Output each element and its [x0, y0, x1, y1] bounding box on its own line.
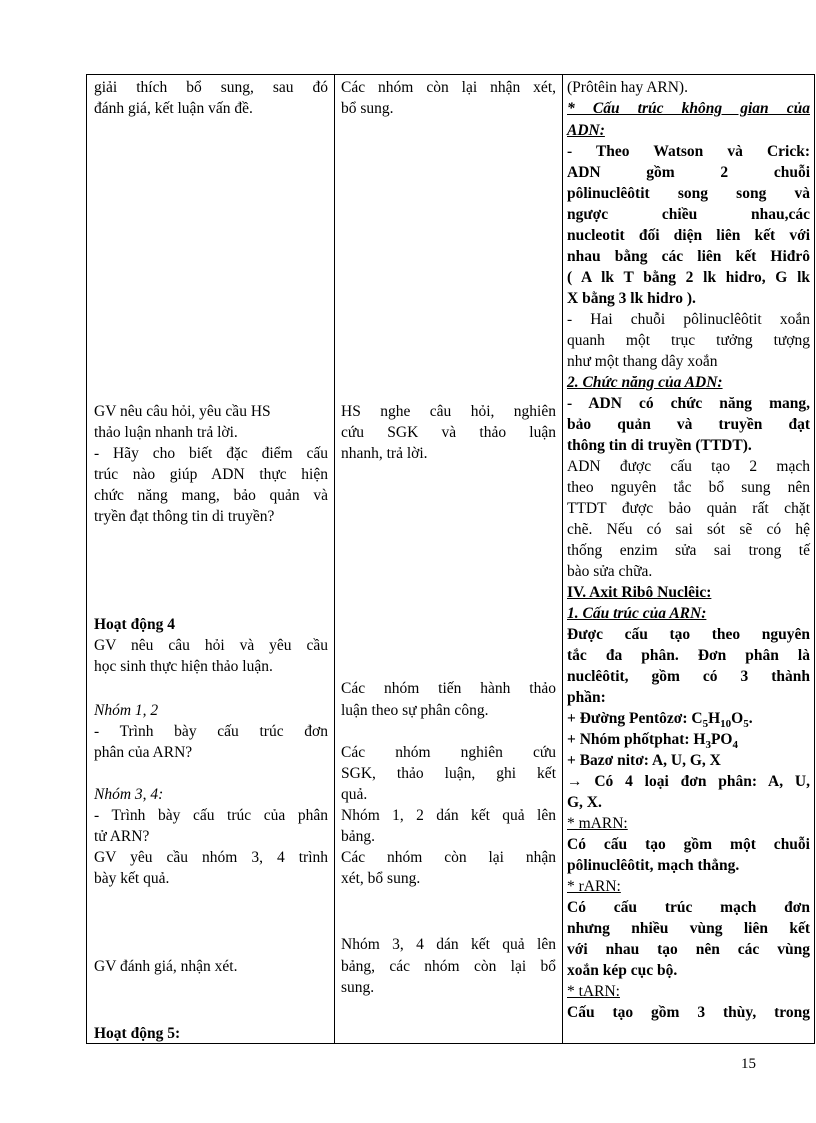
- col3-line: phần:: [567, 689, 606, 706]
- col3-line: ADN:: [567, 122, 605, 139]
- col3-line: bào sửa chữa.: [567, 563, 653, 580]
- col1-line: - Trình bày cấu trúc đơn: [94, 723, 328, 740]
- col3-line: Có cấu trúc mạch đơn: [567, 899, 810, 916]
- col2-line: bổ sung.: [341, 100, 394, 117]
- col3-line: ADN được cấu tạo 2 mạch: [567, 458, 810, 475]
- col3-line: với nhau tạo nên các vùng: [567, 941, 810, 958]
- col3-line: * Cấu trúc không gian của: [567, 100, 810, 117]
- col2-line: luận theo sự phân công.: [341, 702, 489, 719]
- col2-line: bảng, các nhóm còn lại bổ: [341, 958, 556, 975]
- col1-line: Nhóm 1, 2: [94, 702, 159, 719]
- col2-line: Nhóm 1, 2 dán kết quả lên: [341, 807, 556, 824]
- col3-line: → Có 4 loại đơn phân: A, U,: [567, 773, 810, 790]
- col2-line: Các nhóm còn lại nhận: [341, 849, 556, 866]
- col1-line: học sinh thực hiện thảo luận.: [94, 658, 273, 675]
- col3-line: nhưng nhiều vùng liên kết: [567, 920, 810, 937]
- col1-line: đánh giá, kết luận vấn đề.: [94, 100, 253, 117]
- col3-line: như một thang dây xoắn: [567, 353, 718, 370]
- col3-line: theo nguyên tắc bổ sung nên: [567, 479, 810, 496]
- col2-line: quả.: [341, 786, 368, 803]
- col2-line: HS nghe câu hỏi, nghiên: [341, 403, 556, 420]
- col2-line: nhanh, trả lời.: [341, 445, 428, 462]
- col3-line: 1. Cấu trúc của ARN:: [567, 605, 707, 622]
- col2-line: Các nhóm tiến hành thảo: [341, 680, 556, 697]
- col2-line: bảng.: [341, 828, 376, 845]
- col1-line: tryền đạt thông tin di truyền?: [94, 508, 275, 525]
- col1-line: GV đánh giá, nhận xét.: [94, 958, 238, 975]
- student-activity-column: [334, 75, 562, 1043]
- col1-line: GV nêu câu hỏi và yêu cầu: [94, 637, 328, 654]
- col1-line: Hoạt động 5:: [94, 1025, 181, 1042]
- col3-line: 2. Chức năng của ADN:: [567, 374, 723, 391]
- col3-line: ADN gồm 2 chuỗi: [567, 164, 810, 181]
- col1-line: tử ARN?: [94, 828, 150, 845]
- col2-line: SGK, thảo luận, ghi kết: [341, 765, 556, 782]
- col1-line: chức năng mang, bảo quản và: [94, 487, 328, 504]
- col3-line: quanh một trục tưởng tượng: [567, 332, 810, 349]
- col3-line: (Prôtêin hay ARN).: [567, 79, 688, 96]
- col3-line: Có cấu tạo gồm một chuỗi: [567, 836, 810, 853]
- col2-line: xét, bổ sung.: [341, 870, 421, 887]
- col1-line: GV yêu cầu nhóm 3, 4 trình: [94, 849, 328, 866]
- col3-line: xoắn kép cục bộ.: [567, 962, 678, 979]
- col3-line: pôlinuclêôtit, mạch thẳng.: [567, 857, 740, 874]
- col3-line: nuclêôtit, gồm có 3 thành: [567, 668, 810, 685]
- col3-line: tắc đa phân. Đơn phân là: [567, 647, 810, 664]
- col3-line: ngược chiều nhau,các: [567, 206, 810, 223]
- col3-line: pôlinuclêôtit song song và: [567, 185, 810, 202]
- col3-line: * mARN:: [567, 815, 628, 832]
- col3-line: * tARN:: [567, 983, 620, 1000]
- col1-line: thảo luận nhanh trả lời.: [94, 424, 238, 441]
- col3-line: X bằng 3 lk hidro ).: [567, 290, 696, 307]
- col3-line: - ADN có chức năng mang,: [567, 395, 810, 412]
- col1-line: GV nêu câu hỏi, yêu cầu HS: [94, 403, 271, 420]
- col3-line: * rARN:: [567, 878, 621, 895]
- col2-line: Nhóm 3, 4 dán kết quả lên: [341, 936, 556, 953]
- lesson-table: [86, 74, 815, 1044]
- col3-line: G, X.: [567, 794, 602, 811]
- col1-line: Hoạt động 4: [94, 616, 175, 633]
- col2-line: Các nhóm còn lại nhận xét,: [341, 79, 556, 96]
- col3-line: + Đường Pentôzơ: $C_5H_{10}O_5$.: [567, 710, 753, 731]
- col1-line: giải thích bổ sung, sau đó: [94, 79, 328, 96]
- col3-line: TTDT được bảo quản rất chặt: [567, 500, 810, 517]
- col1-line: phân của ARN?: [94, 744, 193, 761]
- col3-line: nhau bằng các liên kết Hiđrô: [567, 248, 810, 265]
- col2-line: sung.: [341, 979, 375, 996]
- teacher-activity-column: [87, 75, 334, 1043]
- col1-line: bày kết quả.: [94, 870, 170, 887]
- col3-line: thông tin di truyền (TTDT).: [567, 437, 752, 454]
- col3-line: thống enzim sửa sai trong tế: [567, 542, 810, 559]
- col3-line: - Theo Watson và Crick:: [567, 143, 810, 160]
- content-column: [562, 75, 814, 1043]
- col2-line: cứu SGK và thảo luận: [341, 424, 556, 441]
- col3-line: + Nhóm phốtphat: $H_3PO_4$: [567, 731, 738, 752]
- col1-line: trúc nào giúp ADN thực hiện: [94, 466, 328, 483]
- col2-line: Các nhóm nghiên cứu: [341, 744, 556, 761]
- col3-line: Được cấu tạo theo nguyên: [567, 626, 810, 643]
- page-number: 15: [741, 1056, 756, 1072]
- col3-line: bảo quản và truyền đạt: [567, 416, 810, 433]
- col3-line: + Bazơ nitơ: A, U, G, X: [567, 752, 721, 769]
- col3-line: ( A lk T bằng 2 lk hidro, G lk: [567, 269, 810, 286]
- col3-line: Cấu tạo gồm 3 thùy, trong: [567, 1004, 810, 1021]
- col1-line: - Hãy cho biết đặc điểm cấu: [94, 445, 328, 462]
- col3-line: - Hai chuỗi pôlinuclêôtit xoắn: [567, 311, 810, 328]
- col1-line: - Trình bày cấu trúc của phân: [94, 807, 328, 824]
- col3-line: chẽ. Nếu có sai sót sẽ có hệ: [567, 521, 810, 538]
- col3-line: IV. Axit Ribô Nuclêic:: [567, 584, 712, 601]
- col3-line: nucleotit đối diện liên kết với: [567, 227, 810, 244]
- col1-line: Nhóm 3, 4:: [94, 786, 164, 803]
